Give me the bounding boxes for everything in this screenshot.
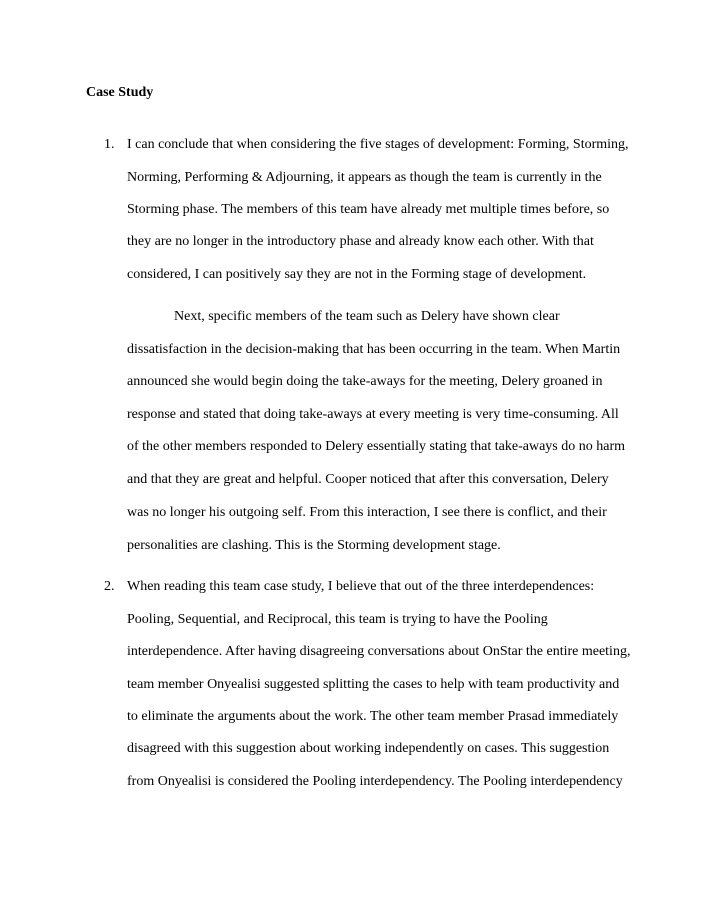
paragraph-line: Storming phase. The members of this team have already met multiple times before, so (127, 202, 610, 217)
list-number-1: 1. (104, 137, 115, 152)
paragraph-line: to eliminate the arguments about the work. The other team member Prasad immediately (127, 709, 619, 724)
paragraph-line: interdependence. After having disagreeing conversations about OnStar the entire meeting, (127, 644, 631, 659)
paragraph-line: response and stated that doing take-aways at every meeting is very time-consuming. All (127, 407, 619, 422)
paragraph-line: When reading this team case study, I believe that out of the three interdependences: (127, 579, 595, 594)
paragraph-line: Norming, Performing & Adjourning, it appears as though the team is currently in the (127, 170, 602, 185)
paragraph-line: of the other members responded to Delery essentially stating that take-aways do no harm (127, 439, 626, 454)
paragraph-line: team member Onyealisi suggested splitting the cases to help with team productivity and (127, 677, 620, 692)
paragraph-line: dissatisfaction in the decision-making that has been occurring in the team. When Martin (127, 342, 621, 357)
document-heading: Case Study (86, 85, 154, 100)
paragraph-line: and that they are great and helpful. Cooper noticed that after this conversation, Delery (127, 472, 609, 487)
paragraph-line: announced she would begin doing the take-aways for the meeting, Delery groaned in (127, 374, 603, 389)
paragraph-line: Pooling, Sequential, and Reciprocal, this team is trying to have the Pooling (127, 612, 548, 627)
paragraph-line: disagreed with this suggestion about working independently on cases. This suggestion (127, 741, 610, 756)
paragraph-line: I can conclude that when considering the five stages of development: Forming, Storming, (127, 137, 629, 152)
paragraph-line: Next, specific members of the team such as Delery have shown clear (174, 309, 560, 324)
paragraph-line: they are no longer in the introductory phase and already know each other. With that (127, 234, 594, 249)
paragraph-line: considered, I can positively say they are not in the Forming stage of development. (127, 267, 587, 282)
list-number-2: 2. (104, 579, 115, 594)
paragraph-line: personalities are clashing. This is the Storming development stage. (127, 538, 501, 553)
paragraph-line: was no longer his outgoing self. From this interaction, I see there is conflict, and their (127, 505, 607, 520)
paragraph-line: from Onyealisi is considered the Pooling interdependency. The Pooling interdependency (127, 774, 623, 789)
